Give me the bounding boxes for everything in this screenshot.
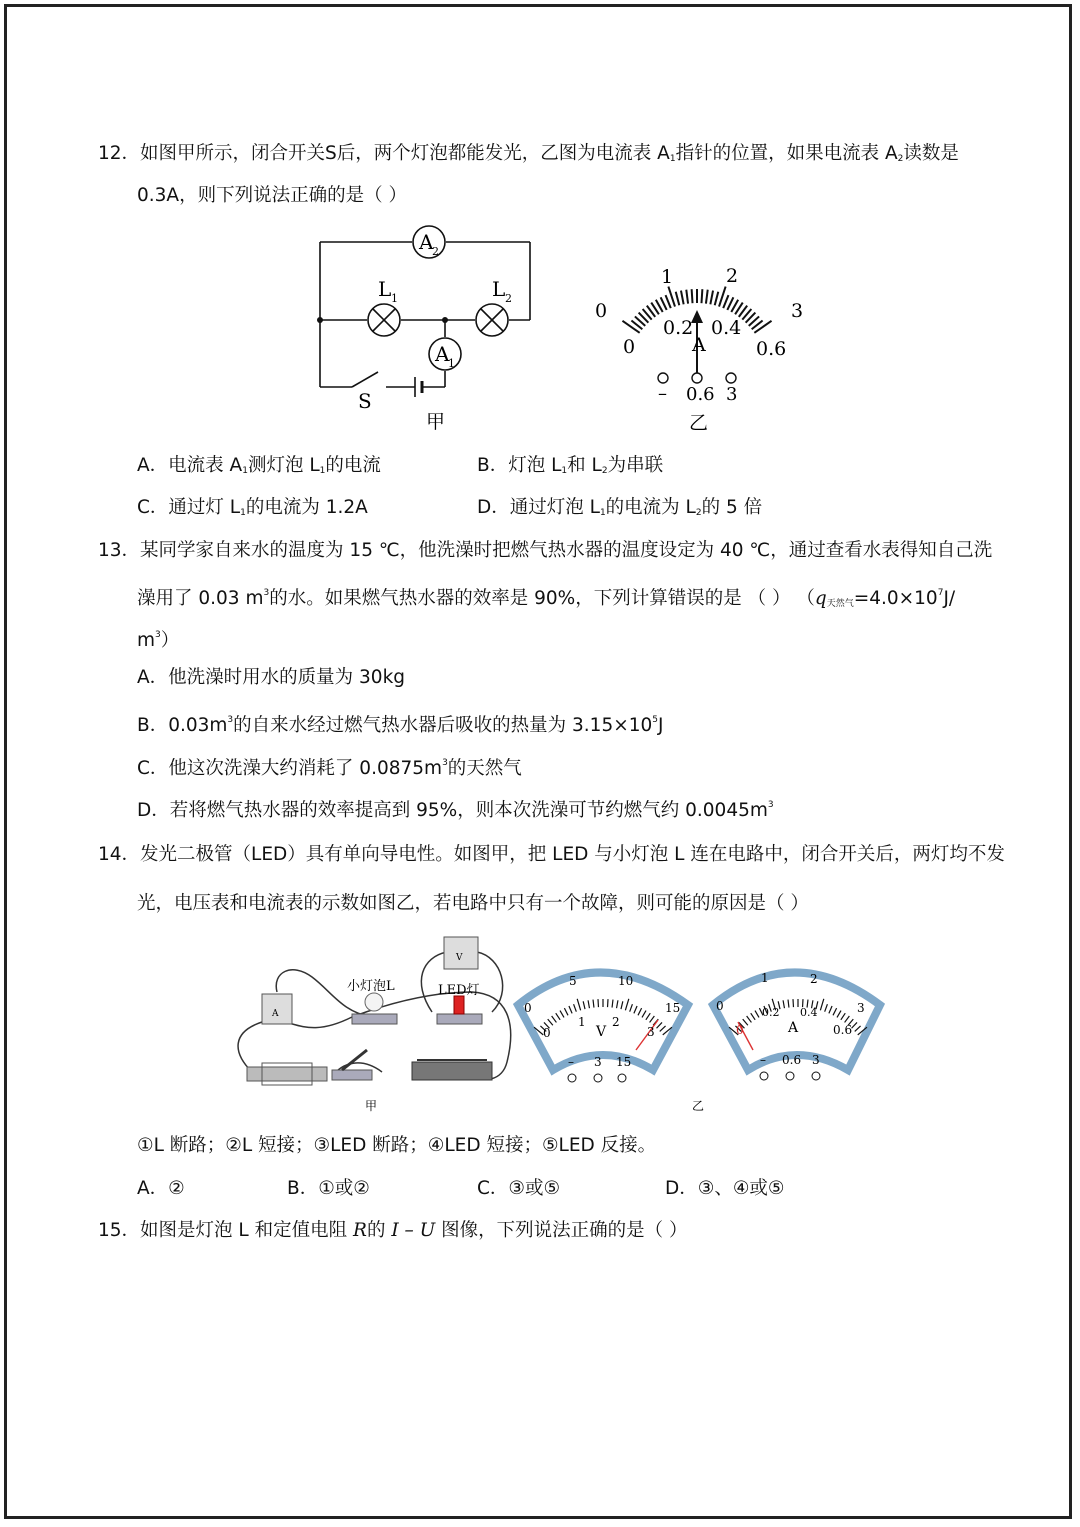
svg-text:V: V — [596, 1024, 607, 1040]
q12-option-a: A．电流表 $A_1$测灯泡 $L_1$的电流 — [137, 455, 381, 476]
q14-causes: ①L 断路；②L 短接；③LED 断路；④LED 短接；⑤LED 反接。 — [137, 1135, 657, 1156]
q14-circuit-photo — [232, 932, 522, 1117]
svg-text:15: 15 — [665, 1001, 681, 1015]
q13-option-c: C．他这次洗澡大约消耗了 $0.0875m^3$的天然气 — [137, 758, 522, 779]
q12-option-c: C．通过灯 $L_1$的电流为 1.2A — [137, 497, 368, 518]
svg-text:0: 0 — [524, 1001, 532, 1015]
svg-text:2: 2 — [810, 972, 818, 986]
svg-text:3: 3 — [791, 300, 804, 322]
svg-text:0: 0 — [543, 1026, 551, 1040]
q14-option-a: A．② — [137, 1178, 185, 1199]
svg-text:3: 3 — [647, 1025, 655, 1039]
svg-text:0.6: 0.6 — [756, 338, 787, 360]
q13-line2: 澡用了 0.03 $m^3$的水。如果燃气热水器的效率是 90%，下列计算错误的是 （ ） （$q_{天然气}=4.0\times 10^7J/$ — [137, 588, 956, 609]
dial-tick — [754, 321, 771, 333]
svg-text:3: 3 — [857, 1001, 865, 1015]
switch-label: S — [358, 389, 372, 413]
dial-tick — [622, 321, 639, 333]
q12-line1: 12．如图甲所示，闭合开关S后，两个灯泡都能发光，乙图为电流表 $A_1$指针的位置，如果电流表 $A_2$读数是 — [98, 143, 959, 164]
svg-text:1: 1 — [761, 971, 769, 985]
q14-bulb-label: 小灯泡L — [347, 979, 395, 994]
dial-tick — [706, 290, 708, 304]
q13-option-d: D．若将燃气热水器的效率提高到 95%，则本次洗澡可节约燃气约 $0.0045m^3$ — [137, 800, 774, 821]
dial-tick — [701, 289, 702, 303]
dial-tick — [723, 295, 728, 308]
dial-tick — [666, 295, 671, 308]
a2-label: A — [419, 230, 434, 254]
dial-tick — [676, 292, 680, 306]
svg-text:0.4: 0.4 — [711, 317, 742, 339]
dial-tick — [681, 291, 684, 305]
svg-text:乙: 乙 — [692, 1099, 705, 1113]
q13-option-b: B．$0.03m^3$的自来水经过燃气热水器后吸收的热量为 $3.15\times 10^5J$ — [137, 715, 664, 736]
q14-option-d: D．③、④或⑤ — [665, 1178, 785, 1199]
svg-text:甲: 甲 — [365, 1099, 378, 1113]
caption-yi: 乙 — [689, 412, 709, 434]
svg-text:2: 2 — [612, 1015, 620, 1029]
svg-text:0.2: 0.2 — [663, 317, 694, 339]
svg-text:3: 3 — [594, 1055, 602, 1069]
l1-label: L — [378, 277, 392, 301]
q14-meter-readings — [508, 960, 888, 1115]
svg-text:5: 5 — [569, 974, 577, 988]
q14-option-c: C．③或⑤ — [477, 1178, 561, 1199]
svg-text:15: 15 — [616, 1055, 632, 1069]
svg-text:10: 10 — [618, 974, 634, 988]
q13-line3: $m^3$） — [137, 630, 180, 651]
svg-text:–: – — [760, 1053, 766, 1067]
dial-tick — [692, 289, 693, 303]
svg-text:V: V — [456, 953, 463, 963]
svg-text:A: A — [788, 1020, 799, 1036]
svg-text:2: 2 — [726, 265, 739, 287]
svg-text:2: 2 — [432, 245, 439, 258]
svg-text:3: 3 — [726, 384, 738, 405]
svg-text:0.6: 0.6 — [782, 1053, 802, 1067]
q13-line1: 13．某同学家自来水的温度为 15 ℃，他洗澡时把燃气热水器的温度设定为 40 ℃，通过查看水表得知自己洗 — [98, 540, 993, 561]
svg-text:A: A — [272, 1009, 279, 1019]
svg-text:0.4: 0.4 — [800, 1006, 818, 1019]
svg-text:0.6: 0.6 — [686, 384, 715, 405]
svg-text:2: 2 — [505, 292, 512, 305]
svg-text:3: 3 — [812, 1053, 820, 1067]
l2-label: L — [492, 277, 506, 301]
q13-option-a: A．他洗澡时用水的质量为 30kg — [137, 667, 406, 688]
q12-option-b: B．灯泡 $L_1$和 $L_2$为串联 — [477, 455, 664, 476]
q15-line1: 15．如图是灯泡 L 和定值电阻 R的 I – U 图像，下列说法正确的是（ ） — [98, 1220, 688, 1241]
svg-text:0: 0 — [736, 1023, 744, 1037]
svg-text:1: 1 — [661, 266, 674, 288]
svg-text:0.2: 0.2 — [762, 1006, 780, 1019]
svg-text:1: 1 — [391, 292, 398, 305]
svg-text:0.6: 0.6 — [833, 1023, 853, 1037]
q14-line2: 光，电压表和电流表的示数如图乙，若电路中只有一个故障，则可能的原因是（ ） — [137, 893, 809, 914]
svg-text:A: A — [692, 334, 706, 356]
a1-label: A — [435, 342, 450, 366]
dial-tick — [710, 291, 713, 305]
dial-tick — [686, 290, 688, 304]
q12-line2: 0.3A，则下列说法正确的是（ ） — [137, 185, 407, 206]
svg-text:1: 1 — [578, 1015, 586, 1029]
dial-tick — [715, 292, 719, 306]
q14-line1: 14．发光二极管（LED）具有单向导电性。如图甲，把 LED 与小灯泡 L 连在电路中，闭合开关后，两灯均不发 — [98, 844, 1005, 865]
q12-circuit-diagram — [300, 222, 560, 437]
q14-option-b: B．①或② — [287, 1178, 370, 1199]
q12-option-d: D．通过灯泡 $L_1$的电流为 $L_2$的 5 倍 — [477, 497, 763, 518]
svg-text:–: – — [568, 1055, 574, 1069]
svg-text:–: – — [658, 383, 667, 404]
svg-text:0: 0 — [595, 300, 608, 322]
q14-led-label: LED灯 — [438, 983, 480, 998]
q12-ammeter-dial — [585, 255, 815, 435]
svg-text:0: 0 — [716, 999, 724, 1013]
caption-jia: 甲 — [426, 411, 446, 433]
svg-text:1: 1 — [448, 357, 455, 370]
svg-text:0: 0 — [623, 336, 636, 358]
